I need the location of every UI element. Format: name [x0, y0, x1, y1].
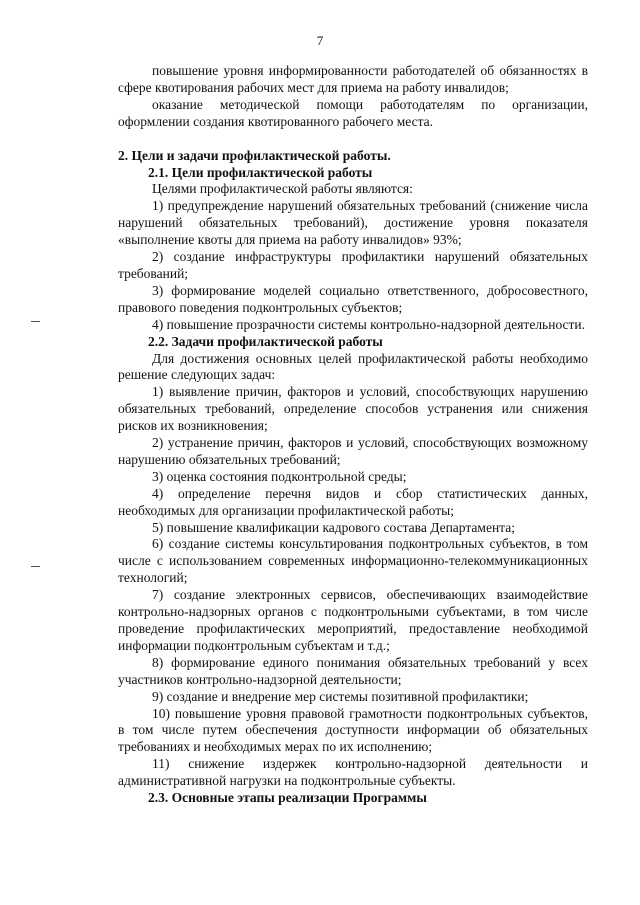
section-heading: 2. Цели и задачи профилактической работы.	[118, 147, 391, 163]
margin-mark	[31, 321, 40, 322]
task-item: 9) создание и внедрение мер системы позитивной профилактики;	[152, 688, 529, 704]
task-item: 8) формирование единого понимания обязательных требований у всех участников контрольно-надзорной деятельности;	[118, 654, 588, 687]
tasks-list	[118, 384, 588, 790]
task-item: 5) повышение квалификации кадрового состава Департамента;	[152, 519, 515, 535]
task-item: 7) создание электронных сервисов, обеспечивающих взаимодействие контрольно-надзорных органов с подконтрольными субъектами, в том числе проведение профилактических мероприятий, предоставление необходимой информации подконтрольным субъектам и т.д.;	[118, 587, 588, 653]
intro-paragraph: оказание методической помощи работодателям по организации, оформлении создания квотированного рабочего места.	[118, 96, 588, 129]
goal-item: 3) формирование моделей социально ответственного, добросовестного, правового поведения подконтрольных субъектов;	[118, 282, 588, 315]
task-item: 4) определение перечня видов и сбор статистических данных, необходимых для организации профилактической работы;	[118, 485, 588, 518]
intro-paragraph: повышение уровня информированности работодателей об обязанностях в сфере квотирования рабочих мест для приема на работу инвалидов;	[118, 63, 588, 95]
goal-item: 2) создание инфраструктуры профилактики нарушений обязательных требований;	[118, 249, 588, 281]
page-number: 7	[316, 33, 324, 48]
subsection-heading-stages: 2.3. Основные этапы реализации Программы	[148, 790, 427, 806]
tasks-lead: Для достижения основных целей профилактической работы необходимо решение следующих задач:	[118, 350, 588, 383]
task-item: 3) оценка состояния подконтрольной среды;	[152, 468, 407, 484]
paragraph-gap	[118, 131, 588, 148]
document-body	[118, 63, 588, 807]
task-item: 6) создание системы консультирования подконтрольных субъектов, в том числе с использованием современных информационно-телекоммуникационных технологий;	[118, 536, 588, 586]
task-item: 2) устранение причин, факторов и условий, способствующих возможному нарушению обязательных требований;	[118, 435, 588, 467]
goals-list	[118, 198, 588, 333]
goal-item: 4) повышение прозрачности системы контрольно-надзорной деятельности.	[152, 316, 586, 332]
task-item: 11) снижение издержек контрольно-надзорной деятельности и административной нагрузки на подконтрольные субъекты.	[118, 756, 588, 789]
goal-item: 1) предупреждение нарушений обязательных требований (снижение числа нарушений обязательных требований), достижение уровня показателя «выполнение квоты для приема на работу инвалидов» 93%;	[118, 198, 588, 248]
goals-lead: Целями профилактической работы являются:	[152, 181, 413, 197]
task-item: 10) повышение уровня правовой грамотности подконтрольных субъектов, в том числе путем обеспечения доступности информации об обязательных требованиях и необходимых мерах по их исполнению;	[118, 705, 588, 755]
subsection-heading-tasks: 2.2. Задачи профилактической работы	[148, 333, 383, 349]
subsection-heading-goals: 2.1. Цели профилактической работы	[148, 164, 373, 180]
task-item: 1) выявление причин, факторов и условий, способствующих нарушению обязательных требований, определение способов устранения или снижения рисков их возникновения;	[118, 384, 588, 434]
margin-mark	[31, 566, 40, 567]
